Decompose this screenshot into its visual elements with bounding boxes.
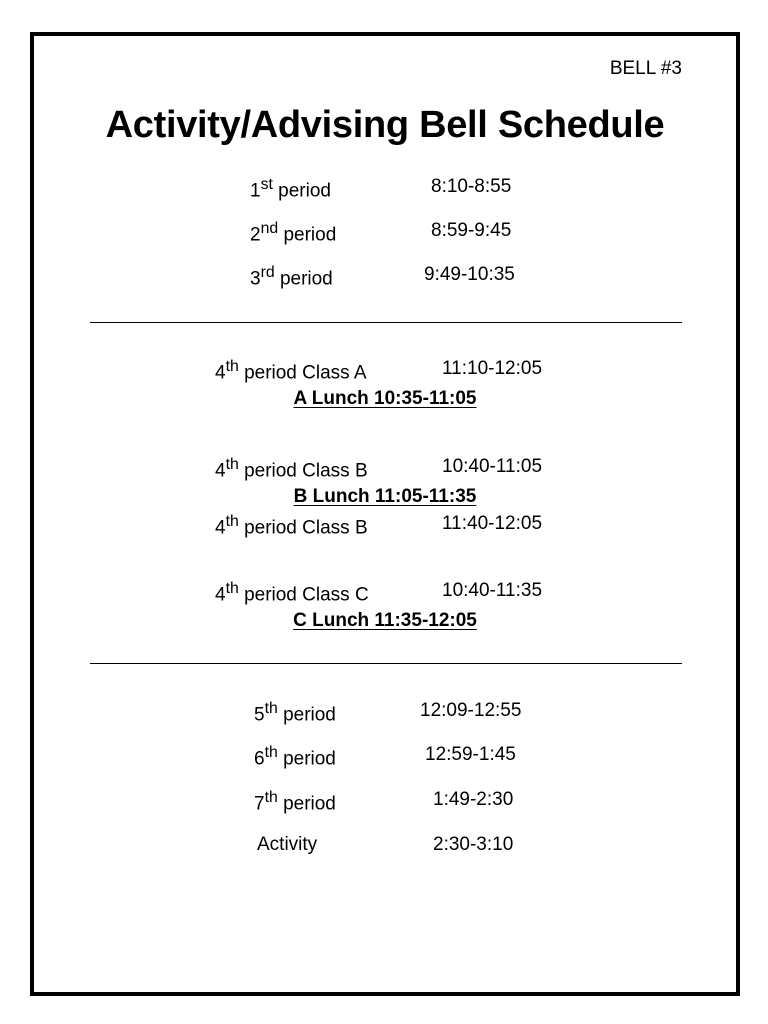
period-label: Activity [257, 834, 318, 855]
period-time: 8:10-8:55 [431, 176, 512, 197]
period-time: 8:59-9:45 [431, 220, 512, 241]
lunch-a-heading: A Lunch 10:35-11:05 [293, 388, 477, 409]
period-time: 12:59-1:45 [425, 744, 516, 765]
section-divider [90, 322, 682, 323]
period-label: 2nd period [250, 220, 337, 246]
period-label: 4th period Class B [215, 456, 368, 482]
period-time: 11:10-12:05 [442, 358, 543, 379]
period-label: 4th period Class A [215, 358, 367, 384]
period-time: 10:40-11:05 [442, 456, 543, 477]
section-divider [90, 663, 682, 664]
period-time: 10:40-11:35 [442, 580, 543, 601]
period-label: 6th period [254, 744, 336, 770]
lunch-c-heading: C Lunch 11:35-12:05 [293, 610, 477, 631]
bell-number-label: BELL #3 [609, 58, 682, 79]
schedule-frame [30, 32, 740, 996]
period-time: 11:40-12:05 [442, 513, 543, 534]
period-label: 7th period [254, 789, 336, 815]
period-label: 1st period [250, 176, 331, 202]
period-label: 4th period Class C [215, 580, 369, 606]
period-time: 12:09-12:55 [420, 700, 522, 721]
page-title: Activity/Advising Bell Schedule [105, 104, 665, 146]
period-label: 5th period [254, 700, 336, 726]
period-time: 1:49-2:30 [433, 789, 514, 810]
period-time: 2:30-3:10 [433, 834, 514, 855]
lunch-b-heading: B Lunch 11:05-11:35 [293, 486, 477, 507]
period-label: 4th period Class B [215, 513, 368, 539]
period-time: 9:49-10:35 [424, 264, 515, 285]
period-label: 3rd period [250, 264, 333, 290]
